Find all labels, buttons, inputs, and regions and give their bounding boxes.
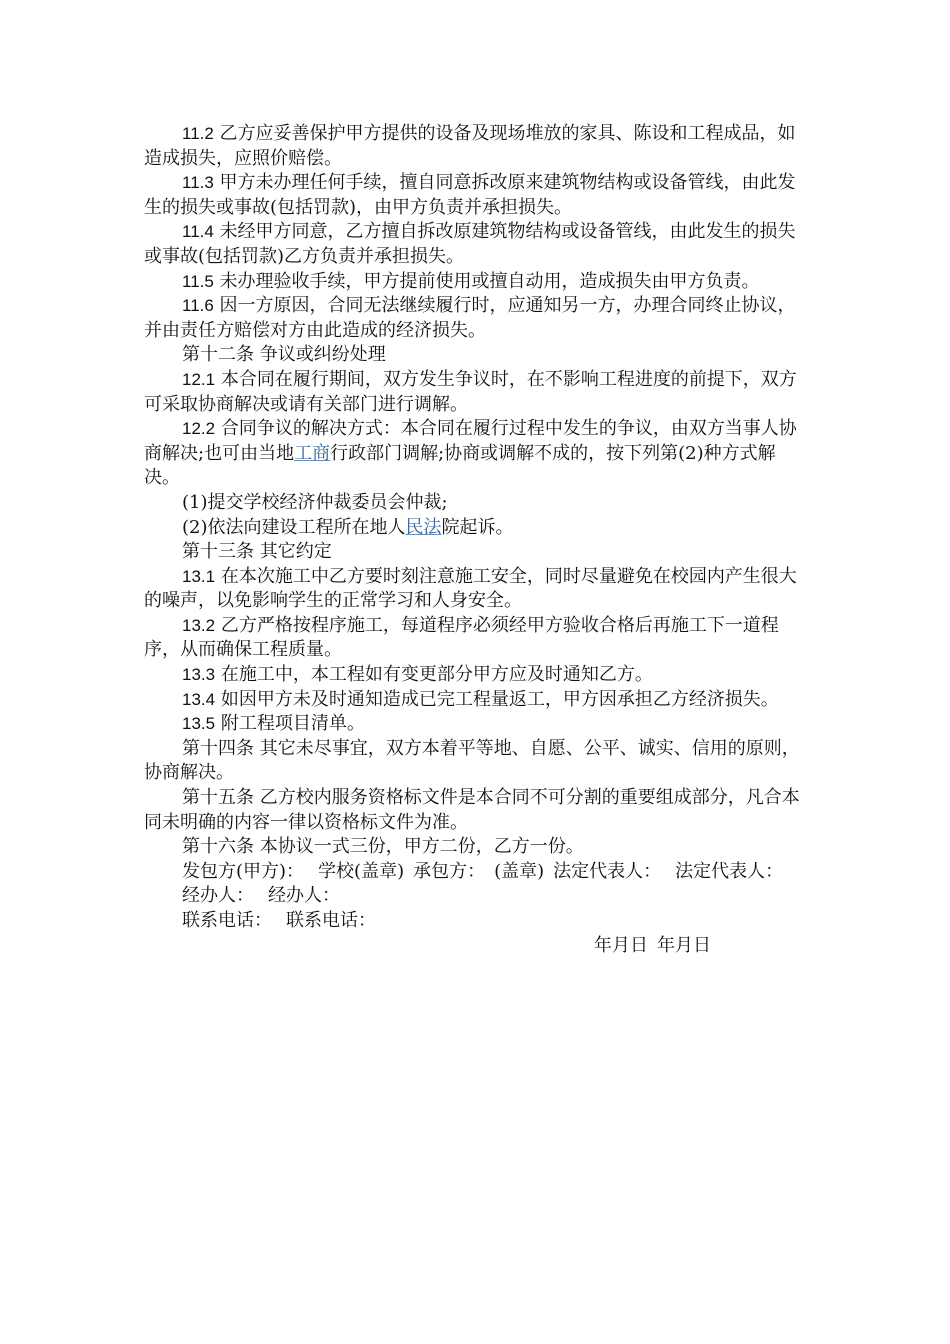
clause-number: 11.3 [182, 173, 214, 193]
article-12-heading: 第十二条 争议或纠纷处理 [182, 344, 386, 366]
clause-number: 11.4 [182, 222, 214, 242]
clause-number: 12.2 [182, 419, 216, 439]
clause-number: 13.1 [182, 566, 216, 586]
clause-text: 乙方严格按程序施工，每道程序必须经甲方验收合格后再施工下一道程序，从而确保工程质量。 [144, 614, 779, 661]
clause-13-2 [144, 614, 804, 663]
option-text: (2)依法向建设工程所在地人 [182, 516, 406, 538]
party-b-label: 承包方： [413, 860, 486, 882]
phone-b-label: 联系电话： [286, 910, 376, 931]
clause-number: 13.5 [182, 714, 216, 734]
link-minfa[interactable]: 民法 [405, 516, 442, 538]
clause-11-4 [144, 220, 804, 269]
article-14: 第十四条 其它未尽事宜，双方本着平等地、自愿、公平、诚实、信用的原则，协商解决。 [144, 737, 800, 784]
legal-rep-b-label: 法定代表人： [675, 860, 784, 882]
seal-label: (盖章) [494, 860, 545, 882]
clause-text: 行政部门调解;协商或调解不成的，按下列第(2)种方式解决。 [144, 442, 776, 489]
signature-line-agents [144, 884, 804, 909]
article-16: 第十六条 本协议一式三份，甲方二份，乙方一份。 [182, 836, 584, 858]
link-gongshang[interactable]: 工商 [294, 442, 331, 464]
clause-text: 如因甲方未及时通知造成已完工程量返工，甲方因承担乙方经济损失。 [215, 688, 779, 710]
contract-page [144, 122, 804, 958]
option-1: (1)提交学校经济仲裁委员会仲裁; [182, 491, 448, 513]
clause-12-2 [144, 417, 804, 491]
agent-a-label: 经办人： [182, 885, 254, 907]
option-2 [144, 516, 804, 541]
clause-number: 11.5 [182, 271, 214, 291]
clause-11-5 [144, 270, 804, 295]
clause-text: 在本次施工中乙方要时刻注意施工安全，同时尽量避免在校园内产生很大的噪声，以免影响学生的正常学习和人身安全。 [144, 565, 797, 612]
date-line [144, 934, 804, 959]
school-seal-label: 学校(盖章) [318, 860, 405, 882]
clause-text: 附工程项目清单。 [215, 713, 365, 735]
clause-12-1 [144, 368, 804, 417]
clause-number: 11.6 [182, 296, 214, 316]
signature-line-phones [144, 909, 804, 934]
clause-text: 未办理验收手续，甲方提前使用或擅自动用，造成损失由甲方负责。 [213, 270, 760, 292]
party-a-label: 发包方(甲方)： [182, 860, 305, 882]
clause-text: 乙方应妥善保护甲方提供的设备及现场堆放的家具、陈设和工程成品，如造成损失，应照价赔偿。 [144, 123, 796, 169]
clause-11-2 [144, 122, 804, 171]
clause-number: 11.2 [182, 124, 214, 143]
clause-13-4 [144, 688, 804, 713]
clause-text: 在施工中，本工程如有变更部分甲方应及时通知乙方。 [215, 664, 653, 686]
date-a: 年月日 [594, 934, 648, 956]
clause-number: 13.4 [182, 689, 216, 709]
clause-11-3 [144, 171, 804, 220]
signature-line-parties [144, 860, 804, 885]
clause-13-1 [144, 565, 804, 614]
option-text: 院起诉。 [441, 516, 514, 538]
clause-text: 未经甲方同意，乙方擅自拆改原建筑物结构或设备管线，由此发生的损失或事故(包括罚款)乙方负责并承担损失。 [144, 221, 796, 267]
clause-text: 本合同在履行期间，双方发生争议时，在不影响工程进度的前提下，双方可采取协商解决或请有关部门进行调解。 [144, 368, 797, 415]
clause-number: 13.3 [182, 665, 216, 685]
date-b: 年月日 [657, 934, 711, 956]
clause-11-6 [144, 294, 804, 343]
clause-text: 甲方未办理任何手续，擅自同意拆改原来建筑物结构或设备管线，由此发生的损失或事故(包括罚款)，由甲方负责并承担损失。 [144, 172, 796, 218]
phone-a-label: 联系电话： [182, 910, 272, 931]
clause-13-5 [144, 712, 804, 737]
legal-rep-a-label: 法定代表人： [553, 860, 662, 882]
article-13-heading: 第十三条 其它约定 [182, 541, 332, 563]
clause-number: 13.2 [182, 615, 216, 635]
clause-number: 12.1 [182, 369, 216, 389]
clause-text: 因一方原因，合同无法继续履行时，应通知另一方，办理合同终止协议，并由责任方赔偿对方由此造成的经济损失。 [144, 295, 796, 341]
article-15: 第十五条 乙方校内服务资格标文件是本合同不可分割的重要组成部分，凡合本同未明确的内容一律以资格标文件为准。 [144, 787, 800, 833]
clause-13-3 [144, 663, 804, 688]
agent-b-label: 经办人： [268, 885, 340, 907]
clause-text: 合同争议的解决方式：本合同在履行过程中发生的争议，由双方当事人协商解决;也可由当地 [144, 418, 797, 464]
